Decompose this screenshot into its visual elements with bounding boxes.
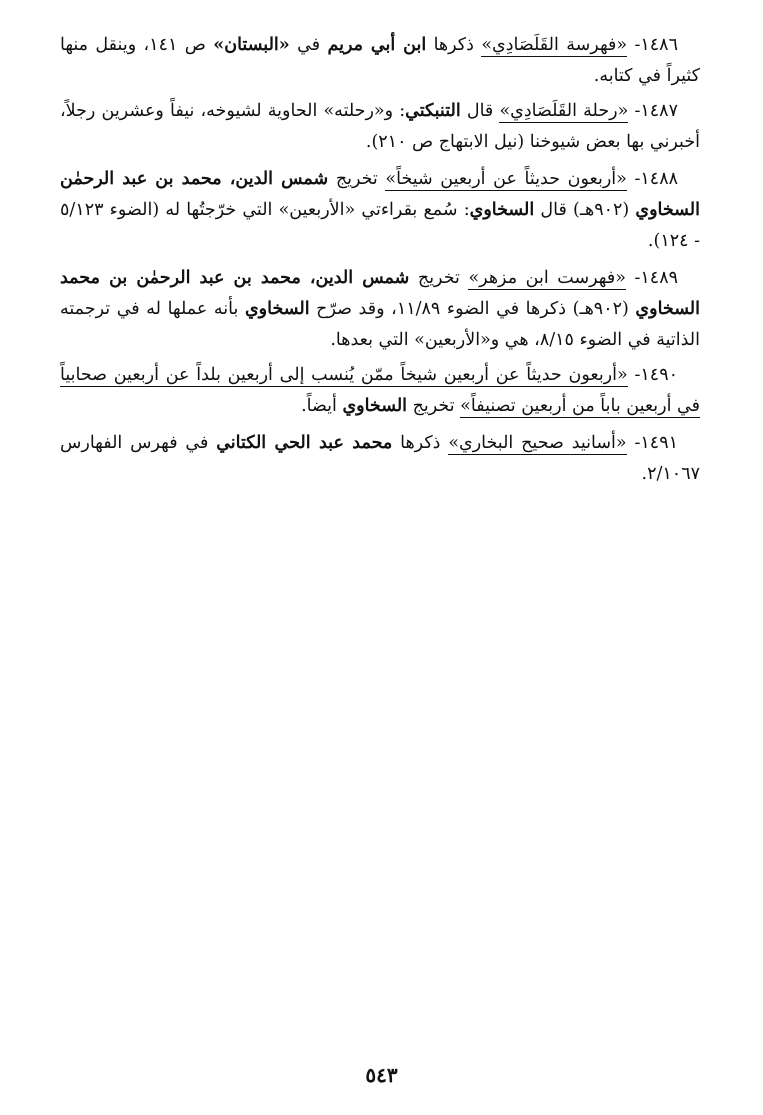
entry-1490: [60, 360, 700, 422]
entry-number: ١٤٨٦-: [627, 35, 678, 55]
book-title: «أربعون حديثاً عن أربعين شيخاً»: [385, 169, 627, 189]
entry-1488: [60, 164, 700, 257]
author-name: محمد عبد الحي الكتاني: [216, 433, 393, 453]
source-title: «البستان»: [213, 35, 290, 55]
text: قال: [460, 101, 500, 121]
text: أيضاً.: [301, 396, 343, 416]
book-title: «أربعون حديثاً عن أربعين شيخاً ممّن يُنسب إلى أربعين بلداً عن أربعين صحابياً في أربعين باباً من أربعين تصنيفاً»: [60, 365, 700, 416]
entry-number: ١٤٩١-: [626, 433, 678, 453]
text: تخريج: [328, 169, 386, 189]
entry-1486: [60, 30, 700, 92]
entry-number: ١٤٩٠-: [627, 365, 678, 385]
entry-number: ١٤٨٧-: [628, 101, 678, 121]
entry-1491: [60, 428, 700, 490]
author-name: ابن أبي مريم: [327, 35, 427, 55]
author-name: السخاوي: [342, 396, 408, 416]
entry-number: ١٤٨٨-: [626, 169, 678, 189]
text: ذكرها: [426, 35, 482, 55]
text: (٩٠٢هـ) قال: [534, 200, 636, 220]
text: بأنه عملها له في ترجمته الذاتية في الضوء ٨/١٥، هي و«الأربعين» التي بعدها.: [60, 299, 700, 350]
text: : و«رحلته» الحاوية لشيوخه، نيفاً وعشرين رجلاً، أخبرني بها بعض شيوخنا (نيل الابتهاج ص ٢١٠).: [60, 101, 700, 152]
text: تخريج: [409, 268, 469, 288]
text: في فهرس الفهارس ٢/١٠٦٧.: [60, 433, 700, 484]
text: تخريج: [407, 396, 461, 416]
book-title: «فهرسة القَلَصَادِي»: [481, 35, 628, 55]
author-name: شمس الدين، محمد بن عبد الرحمٰن بن محمد السخاوي: [60, 268, 701, 319]
text: في: [289, 35, 328, 55]
entry-number: ١٤٨٩-: [625, 268, 678, 288]
author-name: شمس الدين، محمد بن عبد الرحمٰن السخاوي: [60, 169, 700, 220]
author-name: التنبكتي: [405, 101, 461, 121]
author-name: السخاوي: [469, 200, 535, 220]
page-body: [60, 30, 700, 494]
entry-1489: [60, 263, 700, 356]
book-title: «فهرست ابن مزهر»: [468, 268, 626, 288]
page-number: ٥٤٣: [365, 1063, 398, 1087]
text: ص ١٤١، وينقل منها كثيراً في كتابه.: [60, 35, 700, 86]
book-title: «رحلة القَلَصَادِي»: [499, 101, 629, 121]
text: (٩٠٢هـ) ذكرها في الضوء ١١/٨٩، وقد صرّح: [309, 299, 636, 319]
entry-1487: [60, 96, 700, 158]
text: ذكرها: [392, 433, 449, 453]
book-title: «أسانيد صحيح البخاري»: [448, 433, 627, 453]
text: : سُمع بقراءتي «الأربعين» التي خرّجتُها له (الضوء ٥/١٢٣ - ١٢٤).: [60, 200, 700, 251]
author-name: السخاوي: [244, 299, 310, 319]
